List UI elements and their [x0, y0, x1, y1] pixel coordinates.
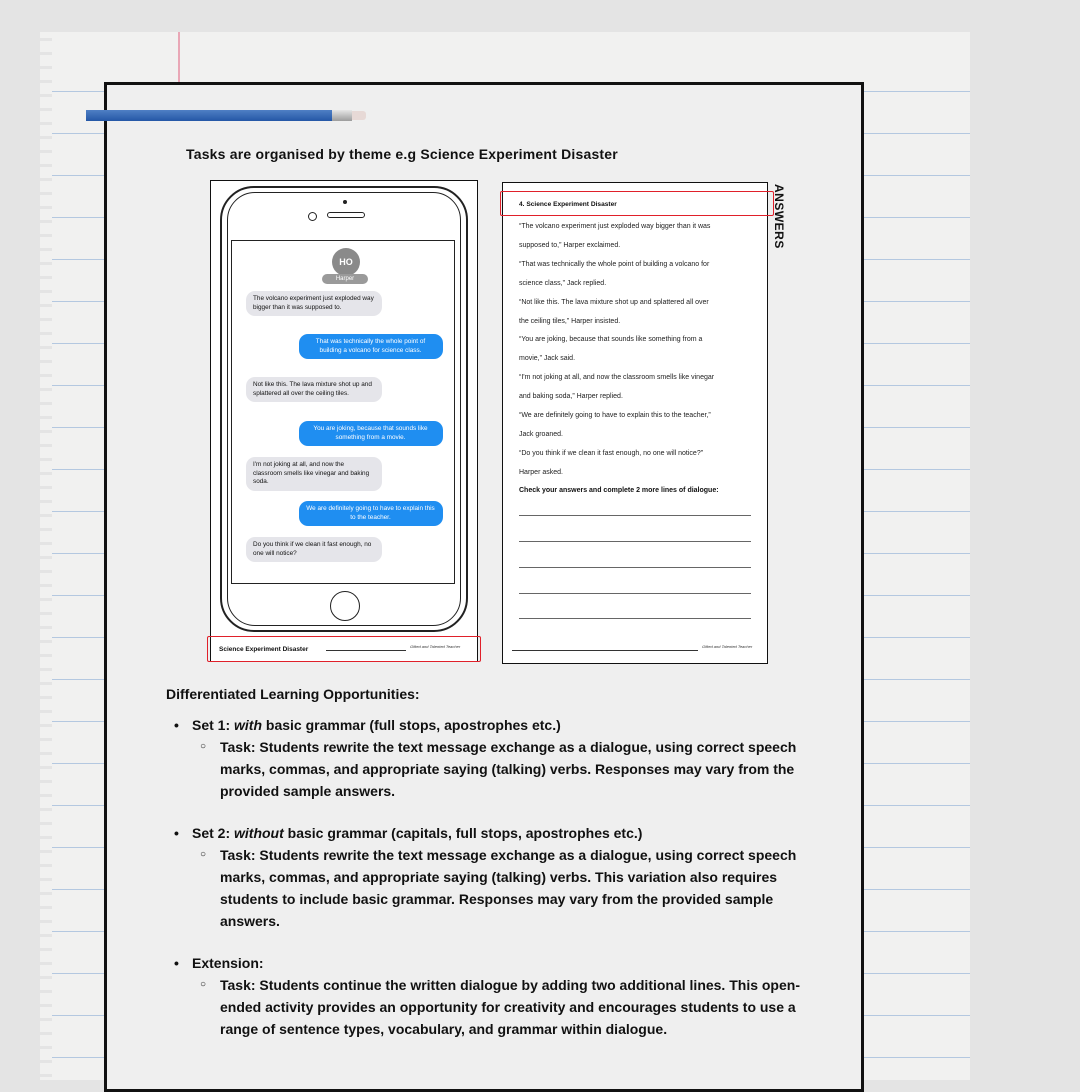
set-description: basic grammar (full stops, apostrophes etc.) [262, 717, 561, 733]
answer-line: “That was technically the whole point of building a volcano for [519, 260, 710, 268]
answer-check-instruction: Check your answers and complete 2 more lines of dialogue: [519, 487, 719, 494]
answer-line: “I'm not joking at all, and now the classroom smells like vinegar [519, 374, 715, 382]
answer-line: Harper asked. [519, 468, 563, 476]
task-item: ○ Task: Students continue the written dialogue by adding two additional lines. This open-ended activity provides an opportunity for creativity and encourages students to use a range of sentence types, vocabulary, and grammar within dialogue. [220, 974, 812, 1040]
answer-line: “Not like this. The lava mixture shot up and splattered all over [519, 298, 709, 306]
set-description: basic grammar (capitals, full stops, apostrophes etc.) [283, 825, 643, 841]
contact-avatar: HO [332, 248, 360, 276]
pencil-icon [86, 110, 366, 121]
torn-paper-edge [40, 32, 52, 1080]
sensor-icon [343, 200, 347, 204]
set-label: Extension: [192, 955, 264, 971]
contact-name: Harper [322, 274, 368, 284]
page-heading: Tasks are organised by theme e.g Science Experiment Disaster [186, 146, 618, 162]
answer-footer-rule [512, 650, 698, 651]
list-item [172, 822, 812, 932]
message-bubble-outgoing: You are joking, because that sounds like something from a movie. [299, 421, 443, 446]
answer-line: and baking soda,” Harper replied. [519, 393, 623, 401]
answer-line: supposed to,” Harper exclaimed. [519, 241, 621, 249]
answer-line: “The volcano experiment just exploded way bigger than it was [519, 223, 711, 230]
writing-line [519, 618, 751, 619]
brand-logo: Gifted and Talented Teacher [410, 644, 461, 649]
highlight-box-answer-title [500, 191, 774, 216]
answer-line: “We are definitely going to have to explain this to the teacher,” [519, 412, 711, 420]
writing-line [519, 567, 751, 568]
message-bubble-outgoing: That was technically the whole point of building a volcano for science class. [299, 334, 443, 359]
answer-line: movie,” Jack said. [519, 355, 576, 363]
answer-line: Jack groaned. [519, 430, 563, 438]
differentiation-list [172, 714, 812, 1040]
answer-line: science class,” Jack replied. [519, 279, 607, 287]
message-bubble-incoming: Not like this. The lava mixture shot up and splattered all over the ceiling tiles. [246, 377, 382, 402]
message-bubble-incoming: Do you think if we clean it fast enough, no one will notice? [246, 537, 382, 562]
answer-text [519, 218, 759, 483]
message-bubble-incoming: I'm not joking at all, and now the classroom smells like vinegar and baking soda. [246, 457, 382, 491]
message-bubble-incoming: The volcano experiment just exploded way bigger than it was supposed to. [246, 291, 382, 316]
speaker-icon [327, 212, 365, 218]
task-item: ○ Task: Students rewrite the text message exchange as a dialogue, using correct speech marks, commas, and appropriate saying (talking) verbs. This variation also requires students to include basic grammar. Responses may vary from the provided sample answers. [220, 844, 812, 932]
home-button-icon [330, 591, 360, 621]
set-emphasis: with [234, 717, 263, 733]
answer-line: “Do you think if we clean it fast enough, no one will notice?” [519, 449, 704, 457]
answer-title: 4. Science Experiment Disaster [519, 201, 617, 208]
phone-footer-title: Science Experiment Disaster [219, 646, 309, 653]
differentiation-heading: Differentiated Learning Opportunities: [166, 686, 420, 702]
answer-line: “You are joking, because that sounds like something from a [519, 336, 703, 344]
task-item: ○ Task: Students rewrite the text message exchange as a dialogue, using correct speech marks, commas, and appropriate saying (talking) verbs. Responses may vary from the provided sample answers. [220, 736, 812, 802]
set-label: Set 2: [192, 825, 235, 841]
list-item [172, 714, 812, 802]
highlight-box-phone-title [207, 636, 481, 662]
answer-line: the ceiling tiles,” Harper insisted. [519, 317, 621, 325]
set-emphasis: without [234, 825, 284, 841]
set-label: Set 1: [192, 717, 235, 733]
list-item [172, 952, 812, 1040]
writing-line [519, 593, 751, 594]
message-bubble-outgoing: We are definitely going to have to explain this to the teacher. [299, 501, 443, 526]
brand-logo: Gifted and Talented Teacher [702, 644, 753, 649]
writing-line [519, 541, 751, 542]
front-camera-icon [308, 212, 317, 221]
writing-line [519, 515, 751, 516]
answers-side-label: ANSWERS [772, 184, 786, 249]
